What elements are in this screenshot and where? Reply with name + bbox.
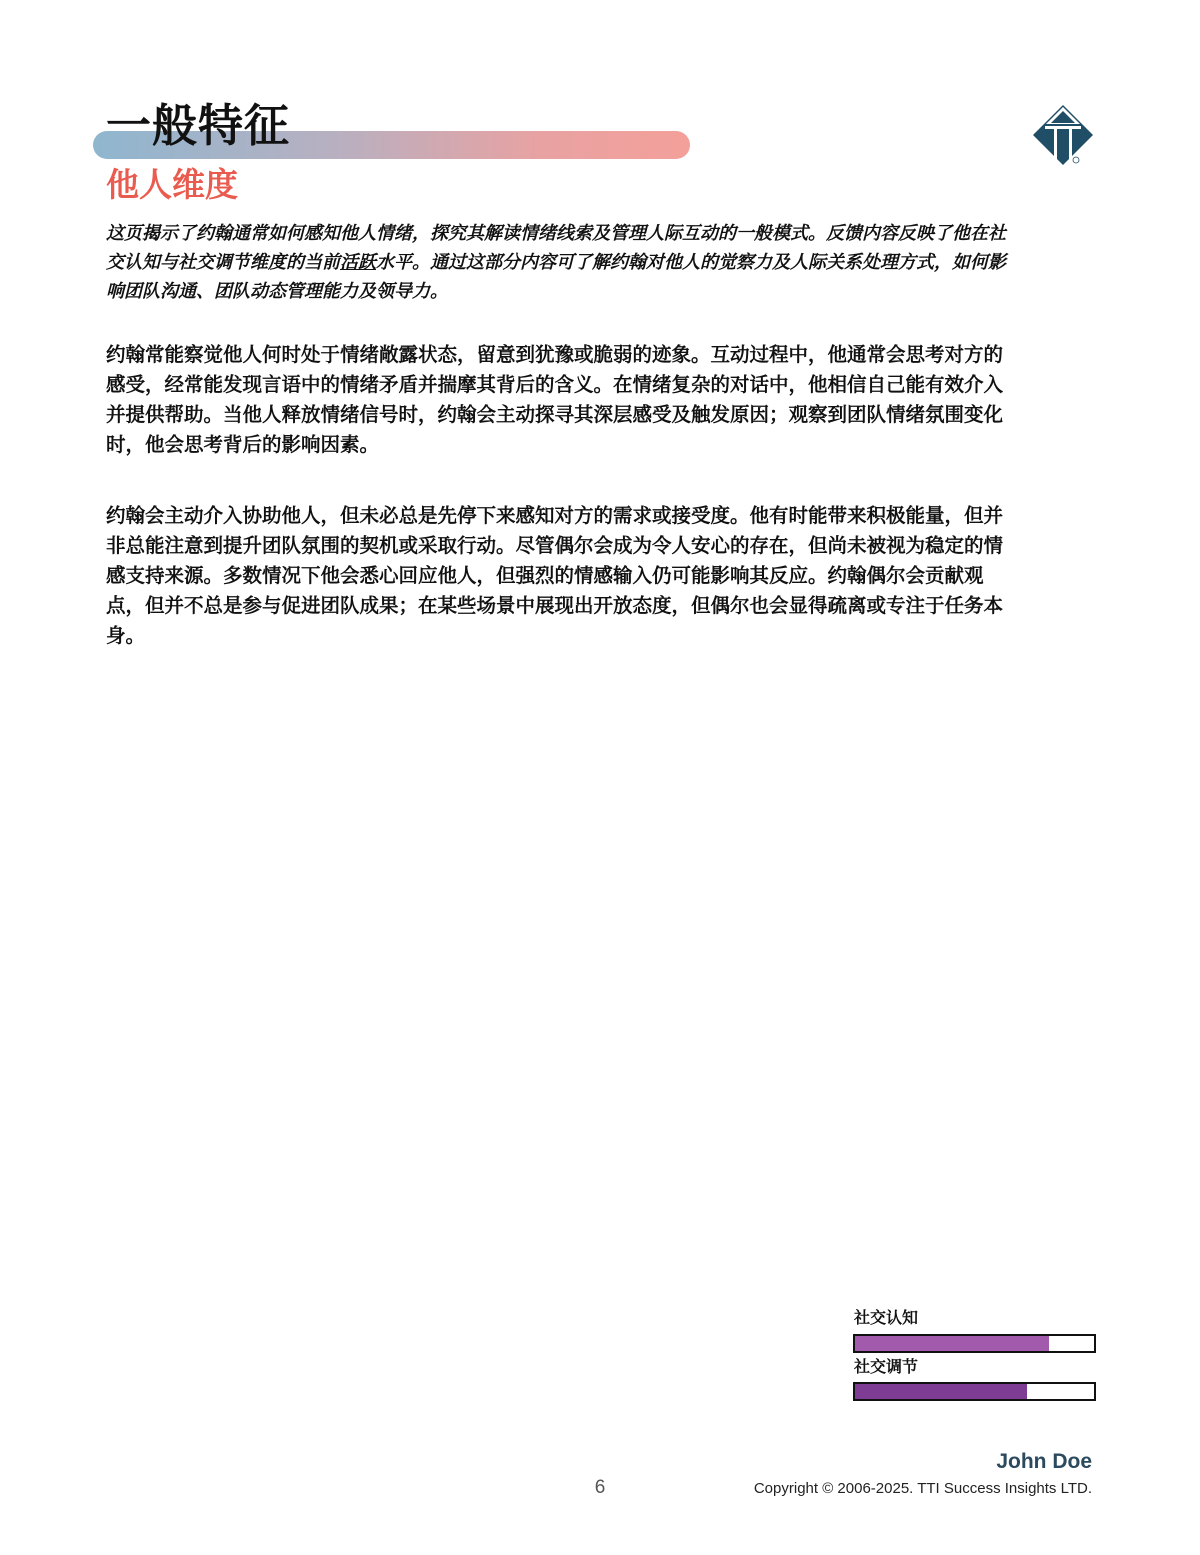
body-paragraph-awareness: 约翰常能察觉他人何时处于情绪敞露状态，留意到犹豫或脆弱的迹象。互动过程中，他通常会思考对方的感受，经常能发现言语中的情绪矛盾并揣摩其背后的含义。在情绪复杂的对话中，他相信自己能有效介入并提供帮助。当他人释放情绪信号时，约翰会主动探寻其深层感受及触发原因；观察到团队情绪氛围变化时，他会思考背后的影响因素。: [106, 343, 1004, 456]
tti-logo-icon: [1030, 102, 1096, 168]
page-title: 一般特征: [106, 99, 291, 152]
meter-social-regulation: [853, 1382, 1096, 1401]
footer-name: John Doe: [996, 1450, 1092, 1473]
meter-fill-social-regulation: [855, 1384, 1027, 1399]
meter-social-awareness: [853, 1334, 1096, 1353]
intro-text-part2: 水平。通过这部分内容可了解约翰对他人的觉察力及人际关系处理方式，如何影响团队沟通、团队动态管理能力及领导力。: [106, 252, 1006, 302]
meter-label-social-regulation: 社交调节: [854, 1357, 919, 1376]
intro-text-part1: 这页揭示了约翰通常如何感知他人情绪，探究其解读情绪线索及管理人际互动的一般模式。反馈内容反映了他在社交认知与社交调节维度的当前: [106, 223, 1006, 273]
meter-label-social-awareness: 社交认知: [854, 1308, 919, 1327]
page-number: 6: [594, 1477, 606, 1498]
intro-underlined-term: 活跃: [340, 252, 376, 273]
meter-fill-social-awareness: [855, 1336, 1049, 1351]
body-paragraph-regulation: 约翰会主动介入协助他人，但未必总是先停下来感知对方的需求或接受度。他有时能带来积极能量，但并非总能注意到提升团队氛围的契机或采取行动。尽管偶尔会成为令人安心的存在，但尚未被视为稳定的情感支持来源。多数情况下他会悉心回应他人，但强烈的情感输入仍可能影响其反应。约翰偶尔会贡献观点，但并不总是参与促进团队成果；在某些场景中展现出开放态度，但偶尔也会显得疏离或专注于任务本身。: [106, 504, 1004, 647]
footer-copyright: Copyright © 2006-2025. TTI Success Insights LTD.: [753, 1480, 1092, 1497]
section-subtitle: 他人维度: [106, 165, 238, 204]
intro-paragraph: [106, 219, 1016, 306]
